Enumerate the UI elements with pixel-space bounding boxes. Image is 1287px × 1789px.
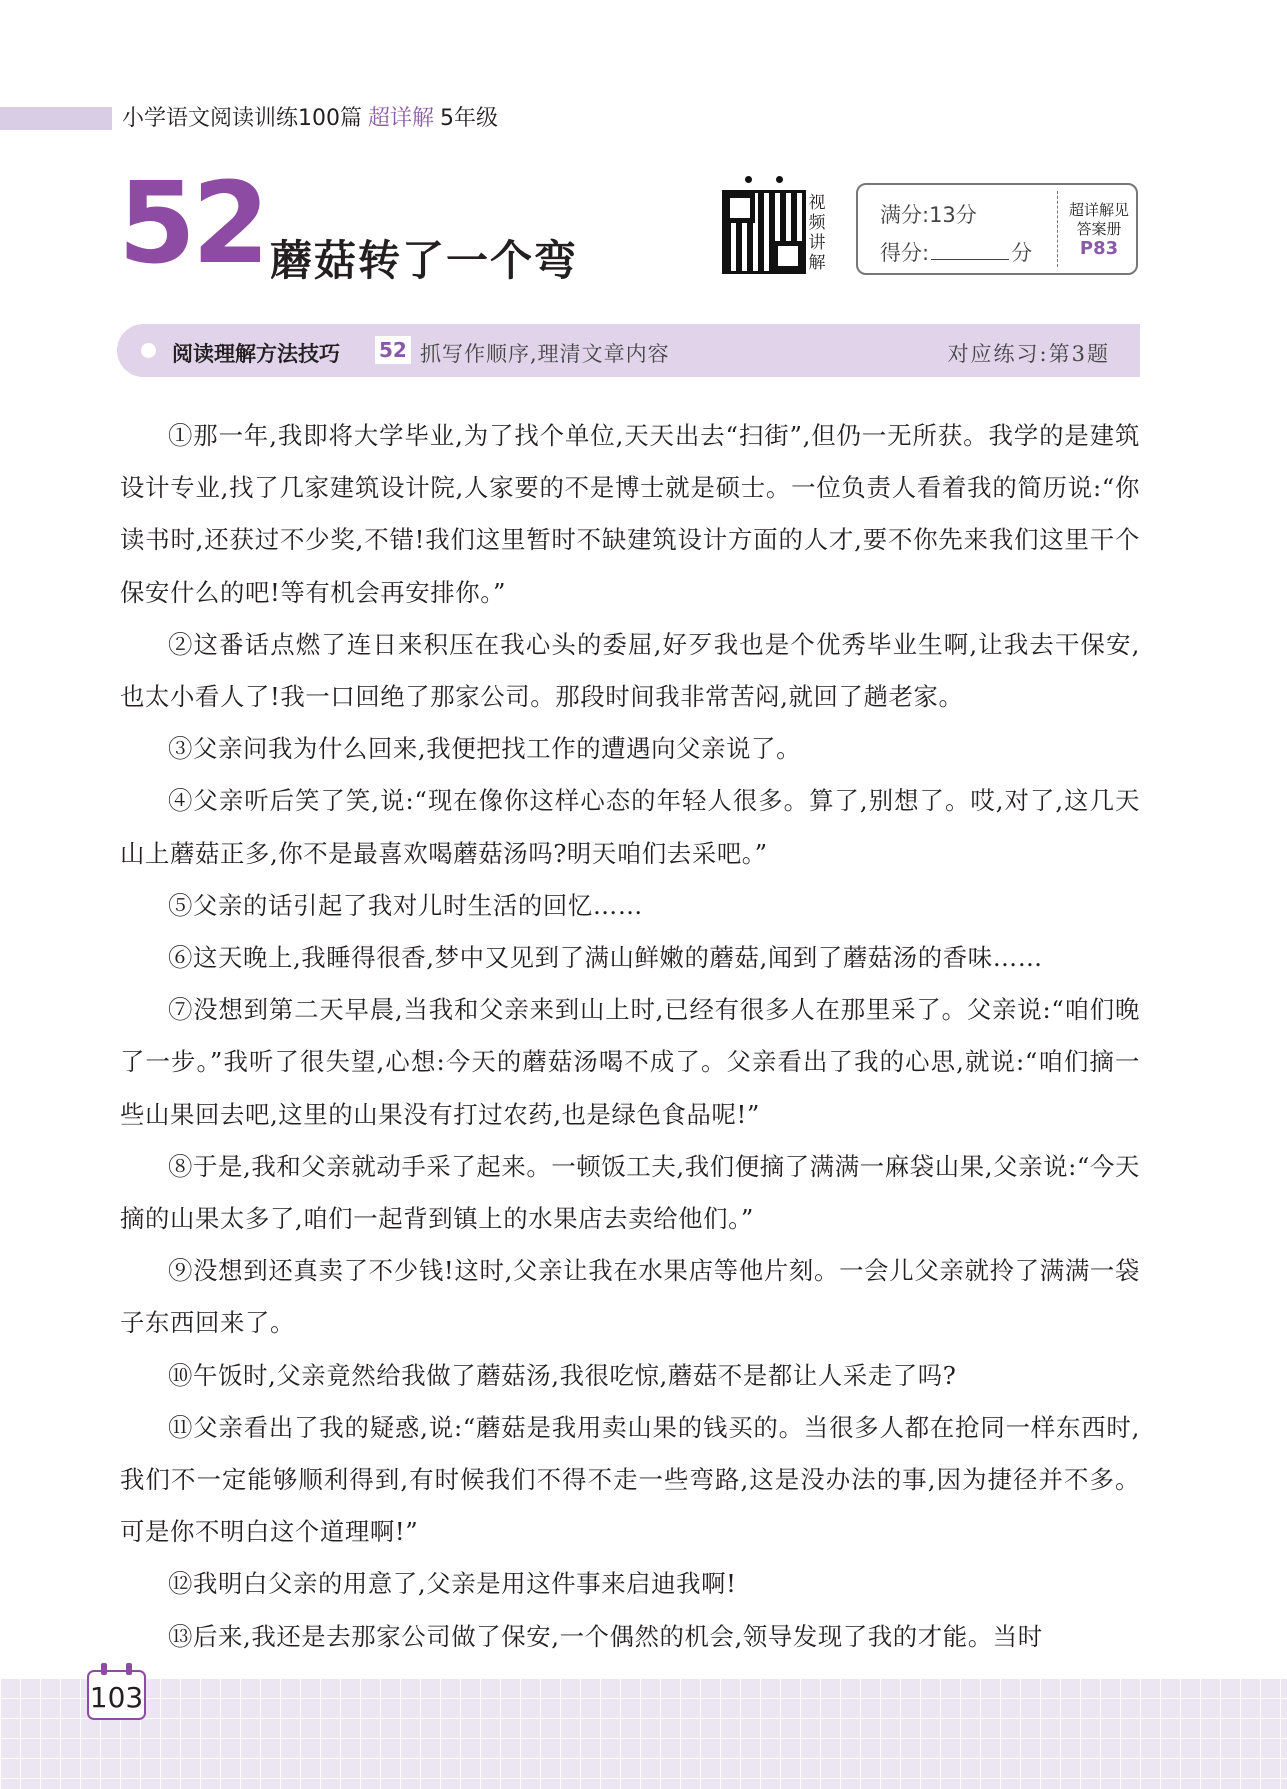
reading-tip-bar: [117, 324, 1140, 377]
score-field-label: 得分:: [880, 241, 930, 265]
paragraph-6: ⑥这天晚上,我睡得很香,梦中又见到了满山鲜嫩的蘑菇,闻到了蘑菇汤的香味……: [168, 943, 1043, 973]
book-header: [122, 101, 498, 132]
answer-reference: [1062, 201, 1136, 258]
qr-code-icon[interactable]: [725, 193, 803, 271]
score-blank[interactable]: [931, 241, 1009, 260]
score-unit: 分: [1011, 241, 1033, 265]
full-score: 满分:13分: [880, 203, 977, 227]
paragraph-7: ⑦没想到第二天早晨,当我和父亲来到山上时,已经有很多人在那里采了。父亲说:“咱们晚了一步。”我听了很失望,心想:今天的蘑菇汤喝不成了。父亲看出了我的心思,就说:“咱们摘一些山果回去吧,这里的山果没有打过农药,也是绿色食品呢!”: [120, 995, 1140, 1129]
paragraph-10: ⑩午饭时,父亲竟然给我做了蘑菇汤,我很吃惊,蘑菇不是都让人采走了吗?: [168, 1360, 957, 1390]
paragraph-12: ⑫我明白父亲的用意了,父亲是用这件事来启迪我啊!: [168, 1569, 737, 1599]
calendar-page-icon: [87, 1670, 146, 1720]
tip-number: 52: [375, 336, 411, 364]
paragraph-13: ⑬后来,我还是去那家公司做了保安,一个偶然的机会,领导发现了我的才能。当时: [168, 1621, 1043, 1651]
paragraph-5: ⑤父亲的话引起了我对儿时生活的回忆……: [168, 890, 643, 920]
paragraph-9: ⑨没想到还真卖了不少钱!这时,父亲让我在水果店等他片刻。一会儿父亲就拎了满满一袋子东西回来了。: [120, 1256, 1140, 1338]
score-field: [880, 237, 1032, 267]
paragraph-11: ⑪父亲看出了我的疑惑,说:“蘑菇是我用卖山果的钱买的。当很多人都在抢同一样东西时,我们不一定能够顺利得到,有时候我们不得不走一些弯路,这是没办法的事,因为捷径并不多。可是你不明白这个道理啊!”: [120, 1412, 1140, 1547]
lesson-title: 蘑菇转了一个弯: [270, 236, 579, 285]
score-divider: [1057, 191, 1058, 267]
lesson-number: 52: [118, 159, 266, 289]
tip-label: 阅读理解方法技巧: [172, 342, 340, 366]
tip-practice-reference: 对应练习:第3题: [947, 342, 1110, 366]
tip-bullet-icon: [141, 343, 156, 358]
tip-description: 抓写作顺序,理清文章内容: [420, 342, 670, 366]
paragraph-8: ⑧于是,我和父亲就动手采了起来。一顿饭工夫,我们便摘了满满一麻袋山果,父亲说:“今天摘的山果太多了,咱们一起背到镇上的水果店去卖给他们。”: [120, 1151, 1140, 1234]
paragraph-1: ①那一年,我即将大学毕业,为了找个单位,天天出去“扫街”,但仍一无所获。我学的是建筑设计专业,找了几家建筑设计院,人家要的不是博士就是硕士。一位负责人看着我的简历说:“你读书时,还获过不少奖,不错!我们这里暂时不缺建筑设计方面的人才,要不你先来我们这里干个保安什么的吧!等有机会再安排你。”: [120, 421, 1140, 607]
header-accent-bar: [0, 107, 112, 130]
paragraph-2: ②这番话点燃了连日来积压在我心头的委屈,好歹我也是个优秀毕业生啊,让我去干保安,也太小看人了!我一口回绝了那家公司。那段时间我非常苦闷,就回了趟老家。: [120, 629, 1140, 712]
paragraph-3: ③父亲问我为什么回来,我便把找工作的遭遇向父亲说了。: [168, 734, 802, 764]
page-number: 103: [89, 1681, 144, 1714]
video-explanation-label: 视频讲解: [808, 193, 826, 273]
book-title: 小学语文阅读训练100篇: [122, 106, 362, 131]
answer-ref-page: P83: [1079, 238, 1119, 259]
answer-ref-line1: 超详解见: [1068, 201, 1129, 219]
footer-grid-decoration: [0, 1678, 1287, 1789]
article-body: [120, 410, 1140, 1663]
grade-label: 5年级: [440, 106, 499, 131]
paragraph-4: ④父亲听后笑了笑,说:“现在像你这样心态的年轻人很多。算了,别想了。哎,对了,这几天山上蘑菇正多,你不是最喜欢喝蘑菇汤吗?明天咱们去采吧。”: [120, 786, 1140, 868]
score-box: [856, 183, 1138, 275]
book-subtitle: 超详解: [368, 106, 435, 131]
answer-ref-line2: 答案册: [1076, 220, 1122, 238]
